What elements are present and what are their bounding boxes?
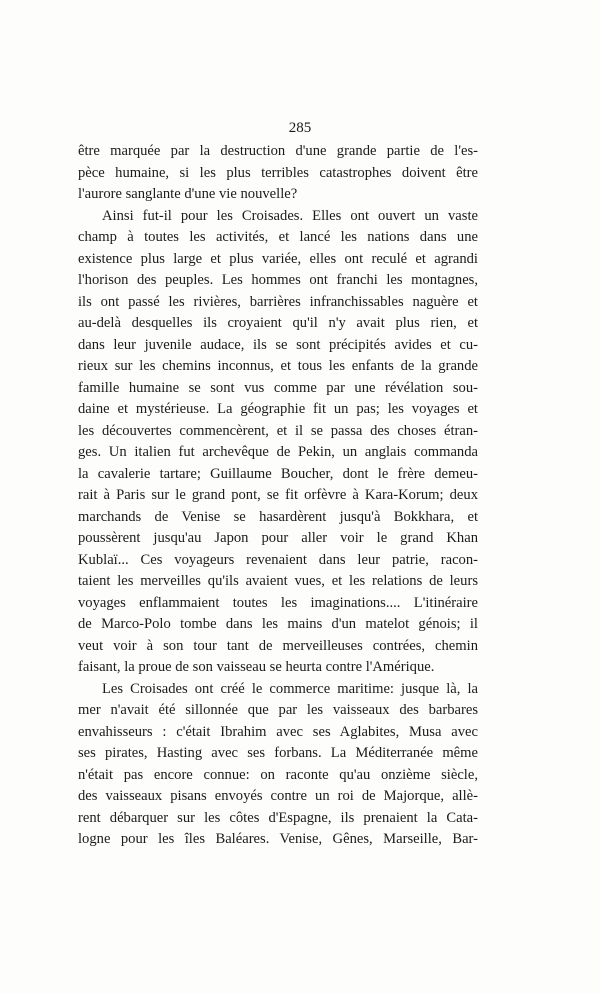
text-line: rieux sur les chemins inconnus, et tous les enfants de la grande [78,358,478,374]
text-line: taient les merveilles qu'ils avaient vues, et les relations de leurs [78,573,478,589]
text-line: marchands de Venise se hasardèrent jusqu'à Bokkhara, et [78,508,478,525]
text-line: faisant, la proue de son vaisseau se heurta contre l'Amérique. [78,659,435,675]
text-line: la cavalerie tartare; Guillaume Boucher, dont le frère demeu- [78,465,478,482]
text-line: ges. Un italien fut archevêque de Pekin, un anglais commanda [78,444,478,460]
text-line: rent débarquer sur les côtes d'Espagne, ils prenaient la Cata- [78,809,478,826]
text-line: rait à Paris sur le grand pont, se fit orfèvre à Kara-Korum; deux [78,487,478,503]
text-line: voyages enflammaient toutes les imaginations.... L'itinéraire [78,594,478,611]
text-line: les découvertes commencèrent, et il se passa des choses étran- [78,422,478,439]
text-line: poussèrent jusqu'au Japon pour aller voir le grand Khan [78,530,478,546]
text-line: mer n'avait été sillonnée que par les vaisseaux des barbares [78,702,478,718]
text-line: des vaisseaux pisans envoyés contre un roi de Majorque, allè- [78,788,478,804]
text-line: envahisseurs : c'était Ibrahim avec ses Aglabites, Musa avec [78,723,478,740]
text-line: daine et mystérieuse. La géographie fit un pas; les voyages et [78,401,478,417]
text-line: être marquée par la destruction d'une grande partie de l'es- [78,143,478,159]
text-line: existence plus large et plus variée, elles ont reculé et agrandi [78,250,478,267]
text-line: veut voir à son tour tant de merveilleuses contrées, chemin [78,637,478,654]
text-line: logne pour les îles Baléares. Venise, Gênes, Marseille, Bar- [78,831,478,847]
text-line: champ à toutes les activités, et lancé les nations dans une [78,229,478,245]
text-line: n'était pas encore connue: on raconte qu'au onzième siècle, [78,766,478,783]
body-text [78,141,478,851]
text-line: Les Croisades ont créé le commerce maritime: jusque là, la [102,680,478,697]
text-line: ils ont passé les rivières, barrières infranchissables naguère et [78,293,478,310]
text-line: Ainsi fut-il pour les Croisades. Elles ont ouvert un vaste [102,207,478,224]
text-line: dans leur juvenile audace, ils se sont précipités avides et cu- [78,336,478,353]
text-line: au-delà desquelles ils croyaient qu'il n'y avait plus rien, et [78,315,478,331]
text-line: l'aurore sanglante d'une vie nouvelle? [78,186,298,202]
page-number: 285 [288,120,312,136]
text-line: de Marco-Polo tombe dans les mains d'un matelot génois; il [78,616,478,632]
text-line: l'horison des peuples. Les hommes ont franchi les montagnes, [78,272,478,288]
text-line: pèce humaine, si les plus terribles catastrophes doivent être [78,164,478,181]
text-line: ses pirates, Hasting avec ses forbans. La Méditerranée même [78,745,478,761]
text-line: famille humaine se sont vus comme par une révélation sou- [78,379,478,396]
text-line: Kublaï... Ces voyageurs revenaient dans leur patrie, racon- [78,551,478,568]
